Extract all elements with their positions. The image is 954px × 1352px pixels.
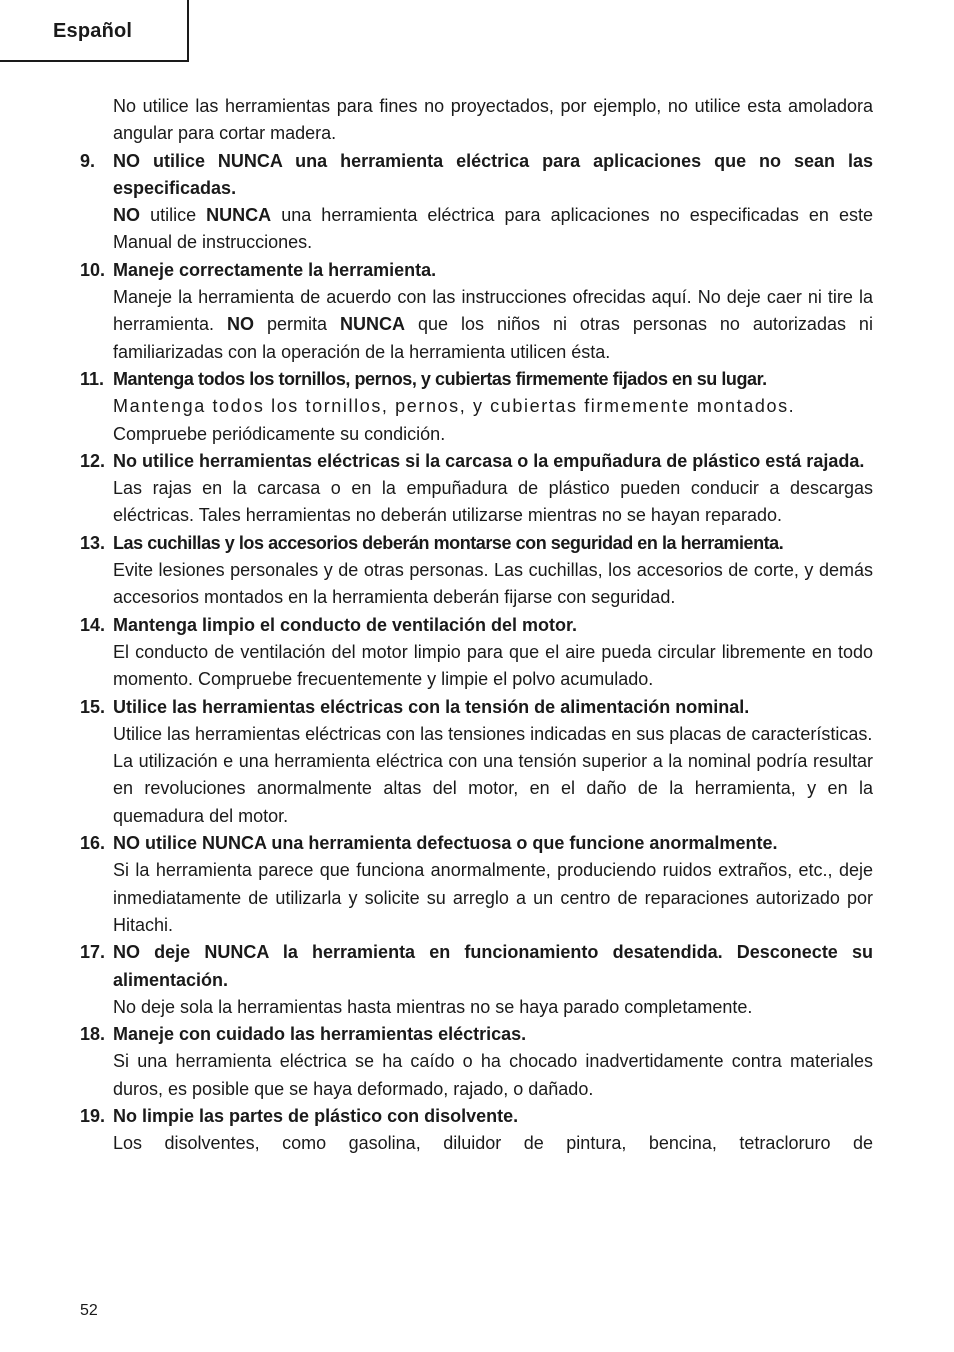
item-number: 16. [80,833,106,854]
item-body: El conducto de ventilación del motor limpio para que el aire pueda circular libremente en todo momento. Compruebe frecuentemente y limpie el polvo acumulado. [113,641,873,690]
list-item [80,1021,873,1103]
item-number: 15. [80,696,106,717]
body-text: utilice [150,205,197,226]
item-heading: Las cuchillas y los accesorios deberán montarse con seguridad en la herramienta. [113,532,784,553]
body-text: Maneje la herramienta de acuerdo con las instrucciones ofrecidas aquí. No deje caer ni tire la herramienta. [113,287,873,335]
language-tab [0,0,189,62]
item-body: Si la herramienta parece que funciona anormalmente, produciendo ruidos extraños, etc., deje inmediatamente de utilizarla y solicite su arreglo a un centro de reparaciones autorizado por Hitachi. [113,860,873,935]
item-number: 12. [80,450,106,471]
item-body: Evite lesiones personales y de otras personas. Las cuchillas, los accesorios de corte, y demás accesorios montados en la herramienta deberán fijarse con seguridad. [113,560,873,608]
item-heading: NO utilice NUNCA una herramienta defectuosa o que funcione anormalmente. [113,833,778,854]
item-heading: No utilice herramientas eléctricas si la carcasa o la empuñadura de plástico está rajada. [113,450,865,471]
list-item [80,366,873,448]
item-heading: NO deje NUNCA la herramienta en funcionamiento desatendida. Desconecte su alimentación. [113,942,873,990]
body-text: una herramienta eléctrica para aplicaciones no especificadas en este Manual de instrucciones. [113,205,873,253]
item-heading: Mantenga todos los tornillos, pernos, y cubiertas firmemente fijados en su lugar. [113,368,767,389]
emphasis-no: NO [113,205,140,226]
body-text: permita [267,314,328,335]
list-item [80,939,873,1021]
emphasis-nunca: NUNCA [340,314,405,335]
item-body: Si una herramienta eléctrica se ha caído o ha chocado inadvertidamente contra materiales duros, es posible que se haya deformado, rajado, o dañado. [113,1051,873,1099]
body-text: que los niños ni otras personas no autorizadas ni familiarizadas con la operación de la herramienta utilicen ésta. [113,314,873,362]
item-body: Utilice las herramientas eléctricas con las tensiones indicadas en sus placas de características. [113,723,873,744]
list-item [80,257,873,366]
list-item [80,148,873,257]
item-number: 11. [80,368,105,389]
item-body: No deje sola la herramientas hasta mientras no se haya parado completamente. [113,996,753,1017]
list-item [80,1103,873,1158]
item-body [113,202,873,257]
intro-paragraph: No utilice las herramientas para fines no proyectados, por ejemplo, no utilice esta amoladora angular para cortar madera. [113,96,873,144]
item-number: 10. [80,259,106,280]
item-body: Mantenga todos los tornillos, pernos, y cubiertas firmemente montados. [113,396,796,417]
item-heading: No limpie las partes de plástico con disolvente. [113,1105,519,1126]
language-label: Español [53,20,133,42]
item-heading: Mantenga limpio el conducto de ventilación del motor. [113,614,578,635]
item-number: 13. [80,532,106,553]
item-number: 19. [80,1105,106,1126]
list-item [80,694,873,830]
list-item [80,448,873,530]
item-body [113,284,873,366]
item-number: 18. [80,1024,106,1045]
item-body: La utilización e una herramienta eléctrica con una tensión superior a la nominal podría resultar en revoluciones anormalmente altas del motor, en el daño de la herramienta, y en la quemadura del motor. [113,751,873,826]
item-body: Los disolventes, como gasolina, diluidor de pintura, bencina, tetracloruro de [113,1133,873,1154]
item-body: Las rajas en la carcasa o en la empuñadura de plástico pueden conducir a descargas eléctricas. Tales herramientas no deberán utilizarse mientras no se hayan reparado. [113,478,873,526]
item-number: 17. [80,942,106,963]
emphasis-nunca: NUNCA [206,205,272,226]
list-item [80,530,873,612]
instructions-content [80,93,873,1158]
item-heading: NO utilice NUNCA una herramienta eléctrica para aplicaciones que no sean las especificadas. [113,150,873,198]
item-heading: Maneje con cuidado las herramientas eléctricas. [113,1024,527,1045]
item-heading: Utilice las herramientas eléctricas con la tensión de alimentación nominal. [113,696,750,717]
item-number: 9. [80,150,96,171]
list-item [80,830,873,939]
page-number: 52 [80,1302,98,1319]
item-body: Compruebe periódicamente su condición. [113,423,446,444]
item-number: 14. [80,614,106,635]
emphasis-no: NO [227,314,255,335]
item-heading: Maneje correctamente la herramienta. [113,259,437,280]
list-item [80,612,873,694]
